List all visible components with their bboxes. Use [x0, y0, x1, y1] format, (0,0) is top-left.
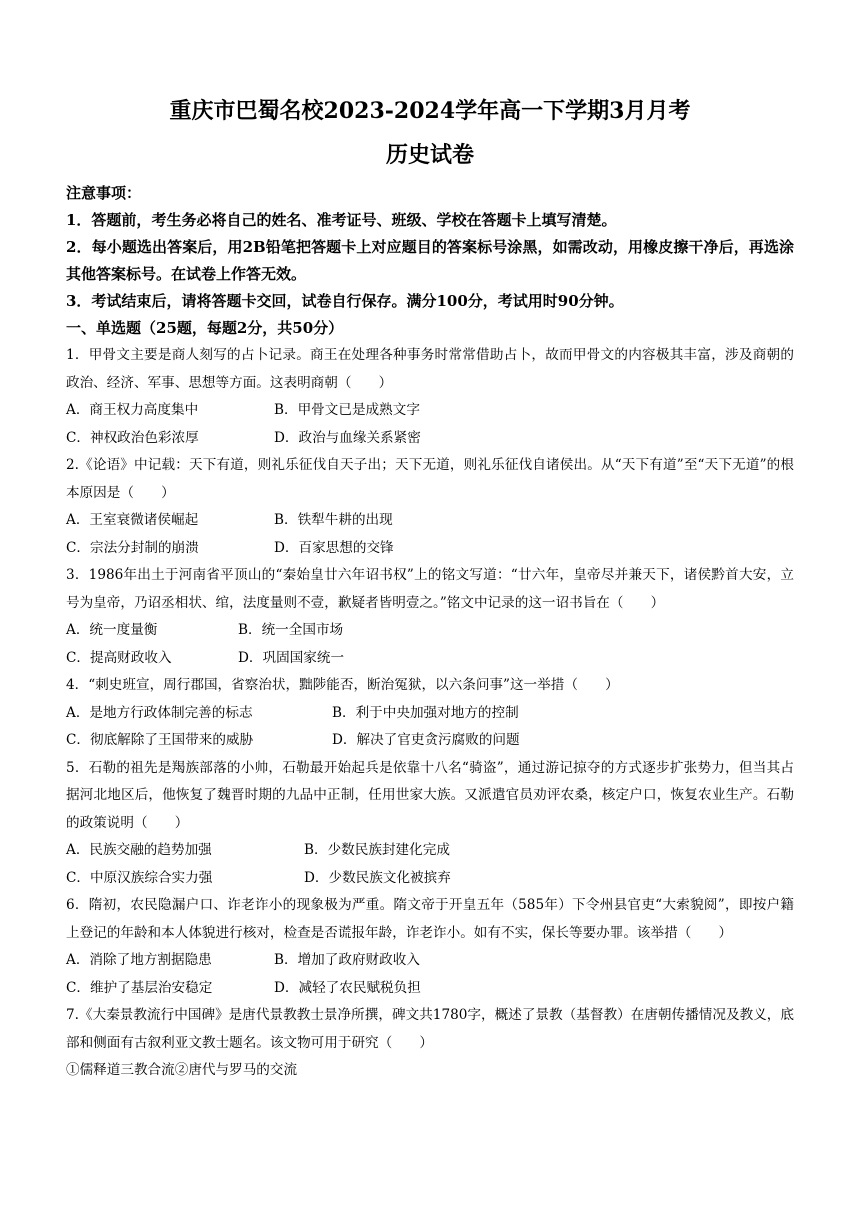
note-item: 3．考试结束后，请将答题卡交回，试卷自行保存。满分100分，考试用时90分钟。 — [66, 292, 624, 310]
option-b: B．利于中央加强对地方的控制 — [332, 704, 519, 721]
option-c: C．宗法分封制的崩溃 — [66, 539, 199, 556]
question-stem: 6．隋初，农民隐漏户口、诈老诈小的现象极为严重。隋文帝于开皇五年（585年）下令州县官吏“大索貌阅”，即按户籍上登记的年龄和本人体貌进行核对，检查是否谎报年龄，诈老诈小。如有不实，保长等要办罪。该举措（ ） — [66, 897, 794, 941]
question-stem: 3．1986年出土于河南省平顶山的“秦始皇廿六年诏书权”上的铭文写道：“廿六年，皇帝尽并兼天下，诸侯黔首大安，立号为皇帝，乃诏丞相状、绾，法度量则不壹，歉疑者皆明壹之。”铭文中记录的这一诏书旨在（ ） — [66, 567, 794, 611]
option-a: A．王室衰微诸侯崛起 — [66, 512, 199, 528]
question-sub-items: ①儒释道三教合流②唐代与罗马的交流 — [66, 1062, 298, 1078]
question-4 — [66, 672, 794, 755]
option-d: D．解决了官吏贪污腐败的问题 — [332, 732, 520, 748]
option-c: C．维护了基层治安稳定 — [66, 979, 213, 996]
option-a: A．是地方行政体制完善的标志 — [66, 704, 253, 721]
option-row — [66, 507, 794, 535]
option-row — [66, 947, 794, 975]
option-d: D．政治与血缘关系紧密 — [274, 429, 421, 446]
question-1 — [66, 342, 794, 452]
question-stem: 7.《大秦景教流行中国碑》是唐代景教教士景净所撰，碑文共1780字，概述了景教（基督教）在唐朝传播情况及教义，底部和侧面有古叙利亚文教士题名。该文物可用于研究（ ） — [66, 1007, 794, 1051]
option-d: D．少数民族文化被摈弃 — [304, 869, 451, 886]
question-5 — [66, 755, 794, 893]
option-row — [66, 727, 794, 755]
section-heading: 一、单选题（25题，每题2分，共50分） — [66, 319, 344, 337]
option-a: A．民族交融的趋势加强 — [66, 842, 212, 858]
note-item: 1．答题前，考生务必将自己的姓名、准考证号、班级、学校在答题卡上填写清楚。 — [66, 211, 617, 229]
question-stem: 2.《论语》中记载：天下有道，则礼乐征伐自天子出；天下无道，则礼乐征伐自诸侯出。从“天下有道”至“天下无道”的根本原因是（ ） — [66, 457, 794, 501]
exam-title: 重庆市巴蜀名校2023-2024学年高一下学期3月月考 — [169, 98, 691, 124]
question-6 — [66, 892, 794, 1002]
question-2 — [66, 452, 794, 562]
exam-page — [66, 96, 794, 1085]
question-3 — [66, 562, 794, 672]
option-c: C．中原汉族综合实力强 — [66, 869, 213, 886]
option-b: B．甲骨文已是成熟文字 — [274, 402, 420, 418]
question-7 — [66, 1002, 794, 1085]
option-b: B．铁犁牛耕的出现 — [274, 512, 393, 528]
option-c: C．提高财政收入 — [66, 649, 172, 666]
option-row — [66, 975, 794, 1003]
option-row — [66, 397, 794, 425]
notes-block — [66, 180, 794, 315]
question-stem: 4．“刺史班宣，周行郡国，省察治状，黜陟能否，断治冤狱，以六条问事”这一举措（ ） — [66, 677, 619, 693]
option-c: C．神权政治色彩浓厚 — [66, 429, 199, 446]
option-b: B．增加了政府财政收入 — [274, 952, 420, 968]
option-d: D．减轻了农民赋税负担 — [274, 979, 421, 996]
option-d: D．巩固国家统一 — [238, 649, 345, 666]
exam-subtitle: 历史试卷 — [385, 142, 474, 168]
option-row — [66, 645, 794, 673]
option-a: A．统一度量衡 — [66, 622, 158, 638]
option-d: D．百家思想的交锋 — [274, 539, 394, 556]
option-a: A．商王权力高度集中 — [66, 402, 199, 418]
option-row — [66, 700, 794, 728]
option-b: B．少数民族封建化完成 — [304, 842, 450, 858]
option-a: A．消除了地方割据隐患 — [66, 952, 212, 968]
question-stem: 5．石勒的祖先是羯族部落的小帅，石勒最开始起兵是依靠十八名“骑盗”，通过游记掠夺的方式逐步扩张势力，但当其占据河北地区后，他恢复了魏晋时期的九品中正制，任用世家大族。又派遣官员劝评农桑，核定户口，恢复农业生产。石勒的政策说明（ ） — [66, 759, 794, 831]
option-row — [66, 425, 794, 453]
question-stem: 1．甲骨文主要是商人刻写的占卜记录。商王在处理各种事务时常常借助占卜，故而甲骨文的内容极其丰富，涉及商朝的政治、经济、军事、思想等方面。这表明商朝（ ） — [66, 347, 794, 391]
option-row — [66, 865, 794, 893]
note-item: 2．每小题选出答案后，用2B铅笔把答题卡上对应题目的答案标号涂黑，如需改动，用橡皮擦干净后，再选涂其他答案标号。在试卷上作答无效。 — [66, 238, 794, 283]
option-b: B．统一全国市场 — [238, 622, 344, 638]
option-c: C．彻底解除了王国带来的威胁 — [66, 732, 254, 748]
notes-heading: 注意事项： — [66, 184, 142, 202]
option-row — [66, 837, 794, 865]
option-row — [66, 535, 794, 563]
option-row — [66, 617, 794, 645]
